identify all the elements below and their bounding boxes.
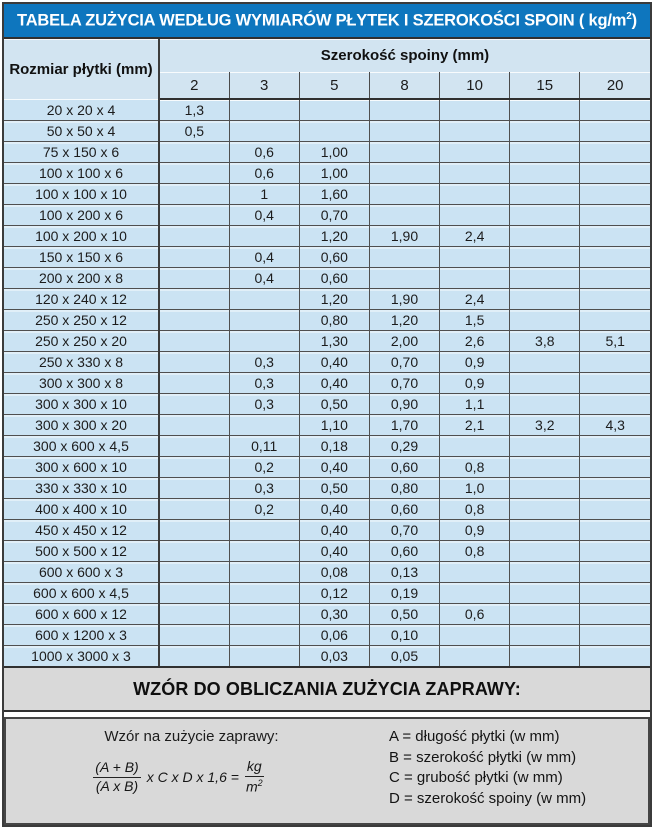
tile-size-cell: 100 x 200 x 6 <box>4 205 159 226</box>
table-row <box>4 394 650 415</box>
consumption-value-cell <box>299 121 369 142</box>
consumption-value-cell <box>369 205 439 226</box>
table-row <box>4 310 650 331</box>
consumption-value-cell <box>440 163 510 184</box>
joint-width-col-15: 15 <box>510 72 580 99</box>
consumption-value-cell: 0,06 <box>299 625 369 646</box>
consumption-value-cell: 4,3 <box>580 415 650 436</box>
header-row-group <box>4 39 650 72</box>
consumption-value-cell: 1,90 <box>369 289 439 310</box>
consumption-value-cell: 0,50 <box>369 604 439 625</box>
table-row <box>4 499 650 520</box>
consumption-value-cell: 0,9 <box>440 373 510 394</box>
consumption-value-cell: 2,6 <box>440 331 510 352</box>
table-row <box>4 163 650 184</box>
consumption-value-cell <box>510 457 580 478</box>
consumption-value-cell <box>580 163 650 184</box>
tile-size-cell: 250 x 330 x 8 <box>4 352 159 373</box>
tile-size-cell: 100 x 200 x 10 <box>4 226 159 247</box>
tile-size-cell: 250 x 250 x 12 <box>4 310 159 331</box>
consumption-value-cell: 0,40 <box>299 541 369 562</box>
tile-size-cell: 100 x 100 x 10 <box>4 184 159 205</box>
consumption-value-cell: 0,6 <box>440 604 510 625</box>
consumption-value-cell <box>580 394 650 415</box>
consumption-value-cell <box>159 247 229 268</box>
table-row <box>4 541 650 562</box>
table-row <box>4 562 650 583</box>
consumption-value-cell <box>510 226 580 247</box>
consumption-value-cell: 0,60 <box>299 247 369 268</box>
table-row <box>4 289 650 310</box>
consumption-value-cell <box>510 520 580 541</box>
tile-size-cell: 300 x 300 x 20 <box>4 415 159 436</box>
joint-width-col-5: 5 <box>299 72 369 99</box>
consumption-value-cell <box>580 646 650 667</box>
consumption-value-cell <box>580 457 650 478</box>
table-row <box>4 99 650 121</box>
tile-size-cell: 200 x 200 x 8 <box>4 268 159 289</box>
consumption-value-cell: 0,08 <box>299 562 369 583</box>
consumption-value-cell <box>229 121 299 142</box>
consumption-value-cell: 0,6 <box>229 142 299 163</box>
table-row <box>4 184 650 205</box>
consumption-value-cell <box>510 184 580 205</box>
consumption-value-cell: 1,30 <box>299 331 369 352</box>
consumption-value-cell <box>580 583 650 604</box>
table-row <box>4 268 650 289</box>
fraction-denominator: (A x B) <box>95 777 139 794</box>
consumption-value-cell <box>159 415 229 436</box>
consumption-value-cell <box>229 562 299 583</box>
consumption-value-cell <box>440 625 510 646</box>
consumption-value-cell <box>369 99 439 121</box>
consumption-value-cell <box>580 121 650 142</box>
consumption-value-cell <box>299 99 369 121</box>
table-row <box>4 121 650 142</box>
consumption-value-cell: 0,70 <box>299 205 369 226</box>
table-row <box>4 478 650 499</box>
consumption-value-cell: 0,80 <box>369 478 439 499</box>
consumption-value-cell: 0,40 <box>299 499 369 520</box>
table-row <box>4 583 650 604</box>
consumption-value-cell <box>159 226 229 247</box>
consumption-value-cell <box>440 184 510 205</box>
consumption-value-cell: 0,4 <box>229 205 299 226</box>
consumption-value-cell: 3,2 <box>510 415 580 436</box>
consumption-value-cell <box>510 499 580 520</box>
consumption-value-cell: 0,90 <box>369 394 439 415</box>
consumption-value-cell: 0,8 <box>440 457 510 478</box>
formula-equation <box>6 759 351 795</box>
tile-size-cell: 500 x 500 x 12 <box>4 541 159 562</box>
result-denominator-superscript: 2 <box>257 777 263 788</box>
table-row <box>4 646 650 667</box>
consumption-value-cell <box>229 541 299 562</box>
consumption-value-cell: 1,10 <box>299 415 369 436</box>
consumption-value-cell: 0,60 <box>299 268 369 289</box>
consumption-value-cell <box>510 99 580 121</box>
consumption-value-cell: 0,13 <box>369 562 439 583</box>
joint-width-col-8: 8 <box>369 72 439 99</box>
consumption-value-cell <box>440 583 510 604</box>
consumption-value-cell <box>580 373 650 394</box>
consumption-value-cell <box>159 478 229 499</box>
consumption-value-cell: 1,5 <box>440 310 510 331</box>
consumption-value-cell: 0,4 <box>229 247 299 268</box>
table-row <box>4 352 650 373</box>
page-title-superscript: 2 <box>626 10 632 22</box>
consumption-value-cell <box>580 436 650 457</box>
tile-size-cell: 300 x 600 x 10 <box>4 457 159 478</box>
consumption-value-cell <box>580 520 650 541</box>
consumption-value-cell <box>159 268 229 289</box>
consumption-value-cell <box>580 625 650 646</box>
consumption-value-cell <box>510 541 580 562</box>
consumption-value-cell: 1,0 <box>440 478 510 499</box>
consumption-value-cell: 0,6 <box>229 163 299 184</box>
consumption-value-cell <box>159 352 229 373</box>
formula-fraction <box>93 760 140 794</box>
consumption-value-cell <box>229 520 299 541</box>
fraction-numerator: (A + B) <box>93 760 140 778</box>
consumption-value-cell <box>159 604 229 625</box>
formula-section-header <box>4 666 650 712</box>
consumption-value-cell <box>580 541 650 562</box>
page-title-close: ) <box>631 11 637 30</box>
tile-size-cell: 100 x 100 x 6 <box>4 163 159 184</box>
consumption-value-cell: 0,05 <box>369 646 439 667</box>
consumption-value-cell <box>510 562 580 583</box>
consumption-value-cell <box>229 415 299 436</box>
consumption-table <box>4 39 650 666</box>
consumption-value-cell <box>369 268 439 289</box>
table-header <box>4 39 650 99</box>
consumption-value-cell: 2,4 <box>440 289 510 310</box>
consumption-value-cell <box>159 646 229 667</box>
consumption-value-cell <box>510 373 580 394</box>
consumption-value-cell <box>440 205 510 226</box>
consumption-value-cell: 0,11 <box>229 436 299 457</box>
formula-intro-label: Wzór na zużycie zaprawy: <box>104 728 279 745</box>
consumption-value-cell: 0,8 <box>440 499 510 520</box>
tile-size-cell: 1000 x 3000 x 3 <box>4 646 159 667</box>
consumption-value-cell <box>510 121 580 142</box>
consumption-value-cell <box>229 226 299 247</box>
tile-size-cell: 600 x 1200 x 3 <box>4 625 159 646</box>
legend-line: B = szerokość płytki (w mm) <box>389 748 577 766</box>
consumption-value-cell <box>440 268 510 289</box>
consumption-value-cell <box>510 289 580 310</box>
consumption-value-cell: 0,50 <box>299 478 369 499</box>
consumption-value-cell: 1,90 <box>369 226 439 247</box>
table-row <box>4 226 650 247</box>
consumption-value-cell: 0,80 <box>299 310 369 331</box>
consumption-value-cell: 0,9 <box>440 520 510 541</box>
consumption-value-cell: 1,60 <box>299 184 369 205</box>
consumption-value-cell: 0,29 <box>369 436 439 457</box>
consumption-value-cell: 0,8 <box>440 541 510 562</box>
consumption-value-cell <box>369 163 439 184</box>
consumption-value-cell <box>510 310 580 331</box>
page-title <box>17 11 637 31</box>
consumption-value-cell <box>159 205 229 226</box>
consumption-value-cell: 0,3 <box>229 478 299 499</box>
consumption-value-cell: 1,70 <box>369 415 439 436</box>
table-row <box>4 436 650 457</box>
consumption-value-cell <box>580 247 650 268</box>
tile-size-cell: 300 x 600 x 4,5 <box>4 436 159 457</box>
consumption-value-cell <box>510 583 580 604</box>
formula-legend <box>351 719 648 823</box>
consumption-value-cell <box>159 142 229 163</box>
consumption-value-cell <box>159 310 229 331</box>
table-row <box>4 625 650 646</box>
consumption-value-cell: 0,3 <box>229 394 299 415</box>
consumption-value-cell <box>510 247 580 268</box>
consumption-value-cell: 0,60 <box>369 457 439 478</box>
consumption-value-cell: 0,50 <box>299 394 369 415</box>
consumption-value-cell <box>440 436 510 457</box>
result-denominator-base: m <box>245 778 258 795</box>
tile-size-cell: 50 x 50 x 4 <box>4 121 159 142</box>
consumption-value-cell <box>369 121 439 142</box>
formula-column <box>6 719 351 823</box>
tile-size-cell: 150 x 150 x 6 <box>4 247 159 268</box>
consumption-value-cell <box>159 331 229 352</box>
consumption-value-cell <box>229 625 299 646</box>
consumption-value-cell: 2,1 <box>440 415 510 436</box>
consumption-value-cell <box>440 646 510 667</box>
consumption-value-cell <box>159 625 229 646</box>
consumption-value-cell <box>229 310 299 331</box>
table-row <box>4 604 650 625</box>
consumption-value-cell: 0,70 <box>369 520 439 541</box>
tile-size-cell: 450 x 450 x 12 <box>4 520 159 541</box>
consumption-value-cell: 0,4 <box>229 268 299 289</box>
consumption-value-cell <box>580 205 650 226</box>
consumption-value-cell <box>159 562 229 583</box>
tile-size-cell: 400 x 400 x 10 <box>4 499 159 520</box>
consumption-value-cell: 1,20 <box>369 310 439 331</box>
tile-size-cell: 600 x 600 x 3 <box>4 562 159 583</box>
consumption-value-cell <box>159 520 229 541</box>
joint-width-group-header: Szerokość spoiny (mm) <box>159 39 650 72</box>
consumption-value-cell <box>580 352 650 373</box>
consumption-value-cell <box>440 247 510 268</box>
consumption-value-cell <box>510 604 580 625</box>
tile-size-cell: 330 x 330 x 10 <box>4 478 159 499</box>
formula-section-title: WZÓR DO OBLICZANIA ZUŻYCIA ZAPRAWY: <box>133 678 521 699</box>
consumption-value-cell <box>510 205 580 226</box>
consumption-value-cell <box>510 646 580 667</box>
consumption-value-cell: 0,3 <box>229 352 299 373</box>
consumption-value-cell: 0,60 <box>369 541 439 562</box>
consumption-value-cell: 0,3 <box>229 373 299 394</box>
joint-width-col-3: 3 <box>229 72 299 99</box>
consumption-value-cell <box>510 394 580 415</box>
consumption-value-cell: 0,2 <box>229 499 299 520</box>
consumption-value-cell: 0,70 <box>369 373 439 394</box>
table-body <box>4 99 650 666</box>
table-row <box>4 142 650 163</box>
consumption-value-cell <box>510 268 580 289</box>
consumption-value-cell: 0,5 <box>159 121 229 142</box>
tile-size-cell: 600 x 600 x 12 <box>4 604 159 625</box>
tile-size-cell: 300 x 300 x 10 <box>4 394 159 415</box>
consumption-value-cell <box>369 247 439 268</box>
consumption-value-cell: 0,2 <box>229 457 299 478</box>
consumption-value-cell <box>159 163 229 184</box>
consumption-value-cell <box>510 625 580 646</box>
consumption-value-cell: 0,12 <box>299 583 369 604</box>
consumption-value-cell <box>510 352 580 373</box>
consumption-datasheet-page <box>2 2 652 827</box>
consumption-value-cell <box>580 268 650 289</box>
joint-width-col-20: 20 <box>580 72 650 99</box>
consumption-value-cell <box>580 562 650 583</box>
consumption-value-cell <box>580 499 650 520</box>
consumption-value-cell <box>440 142 510 163</box>
consumption-value-cell: 0,60 <box>369 499 439 520</box>
consumption-value-cell <box>159 583 229 604</box>
consumption-value-cell: 1,20 <box>299 289 369 310</box>
consumption-value-cell <box>580 184 650 205</box>
consumption-value-cell <box>510 478 580 499</box>
consumption-value-cell <box>510 163 580 184</box>
consumption-value-cell <box>580 478 650 499</box>
consumption-value-cell <box>159 457 229 478</box>
table-row <box>4 205 650 226</box>
joint-width-col-10: 10 <box>440 72 510 99</box>
consumption-value-cell: 1,1 <box>440 394 510 415</box>
consumption-value-cell <box>510 436 580 457</box>
consumption-value-cell: 1,20 <box>299 226 369 247</box>
tile-size-cell: 75 x 150 x 6 <box>4 142 159 163</box>
consumption-value-cell: 1,3 <box>159 99 229 121</box>
consumption-value-cell <box>159 541 229 562</box>
result-fraction <box>245 759 264 795</box>
table-row <box>4 373 650 394</box>
consumption-value-cell: 2,00 <box>369 331 439 352</box>
consumption-value-cell <box>159 394 229 415</box>
result-denominator <box>246 777 263 795</box>
tile-size-cell: 600 x 600 x 4,5 <box>4 583 159 604</box>
consumption-value-cell: 1,00 <box>299 163 369 184</box>
consumption-value-cell <box>510 142 580 163</box>
legend-line: C = grubość płytki (w mm) <box>389 769 563 786</box>
consumption-value-cell <box>229 646 299 667</box>
table-row <box>4 520 650 541</box>
tile-size-cell: 20 x 20 x 4 <box>4 99 159 121</box>
consumption-value-cell <box>580 142 650 163</box>
page-title-main: TABELA ZUŻYCIA WEDŁUG WYMIARÓW PŁYTEK I SZEROKOŚCI SPOIN ( kg/m <box>17 11 627 30</box>
legend-line: A = długość płytki (w mm) <box>389 728 560 745</box>
consumption-value-cell: 0,19 <box>369 583 439 604</box>
consumption-value-cell: 0,70 <box>369 352 439 373</box>
tile-size-cell: 250 x 250 x 20 <box>4 331 159 352</box>
consumption-value-cell: 1 <box>229 184 299 205</box>
consumption-value-cell: 2,4 <box>440 226 510 247</box>
consumption-value-cell: 0,18 <box>299 436 369 457</box>
table-row <box>4 331 650 352</box>
consumption-value-cell: 0,40 <box>299 520 369 541</box>
consumption-value-cell <box>440 562 510 583</box>
consumption-value-cell: 0,9 <box>440 352 510 373</box>
consumption-value-cell: 0,40 <box>299 457 369 478</box>
consumption-value-cell: 0,40 <box>299 352 369 373</box>
consumption-value-cell <box>229 289 299 310</box>
consumption-value-cell: 3,8 <box>510 331 580 352</box>
consumption-value-cell <box>159 373 229 394</box>
table-row <box>4 457 650 478</box>
consumption-value-cell <box>580 99 650 121</box>
consumption-value-cell <box>229 99 299 121</box>
consumption-value-cell <box>159 289 229 310</box>
consumption-value-cell <box>159 499 229 520</box>
consumption-value-cell <box>580 289 650 310</box>
tile-size-cell: 120 x 240 x 12 <box>4 289 159 310</box>
consumption-value-cell <box>440 99 510 121</box>
table-row <box>4 247 650 268</box>
title-bar <box>4 4 650 39</box>
consumption-value-cell <box>229 604 299 625</box>
consumption-value-cell <box>369 184 439 205</box>
tile-size-column-header: Rozmiar płytki (mm) <box>4 39 159 99</box>
table-row <box>4 415 650 436</box>
consumption-value-cell: 0,40 <box>299 373 369 394</box>
consumption-value-cell <box>369 142 439 163</box>
formula-middle-term: x C x D x 1,6 = <box>146 769 239 785</box>
tile-size-cell: 300 x 300 x 8 <box>4 373 159 394</box>
result-numerator: kg <box>245 759 264 777</box>
consumption-value-cell: 0,30 <box>299 604 369 625</box>
consumption-value-cell: 0,10 <box>369 625 439 646</box>
legend-line: D = szerokość spoiny (w mm) <box>389 789 587 807</box>
consumption-value-cell: 1,00 <box>299 142 369 163</box>
consumption-value-cell <box>580 604 650 625</box>
consumption-value-cell: 5,1 <box>580 331 650 352</box>
consumption-value-cell <box>159 184 229 205</box>
consumption-value-cell <box>159 436 229 457</box>
consumption-value-cell <box>580 226 650 247</box>
joint-width-col-2: 2 <box>159 72 229 99</box>
consumption-value-cell: 0,03 <box>299 646 369 667</box>
consumption-value-cell <box>229 583 299 604</box>
formula-section-body <box>4 717 650 825</box>
consumption-value-cell <box>440 121 510 142</box>
consumption-value-cell <box>229 331 299 352</box>
consumption-value-cell <box>580 310 650 331</box>
